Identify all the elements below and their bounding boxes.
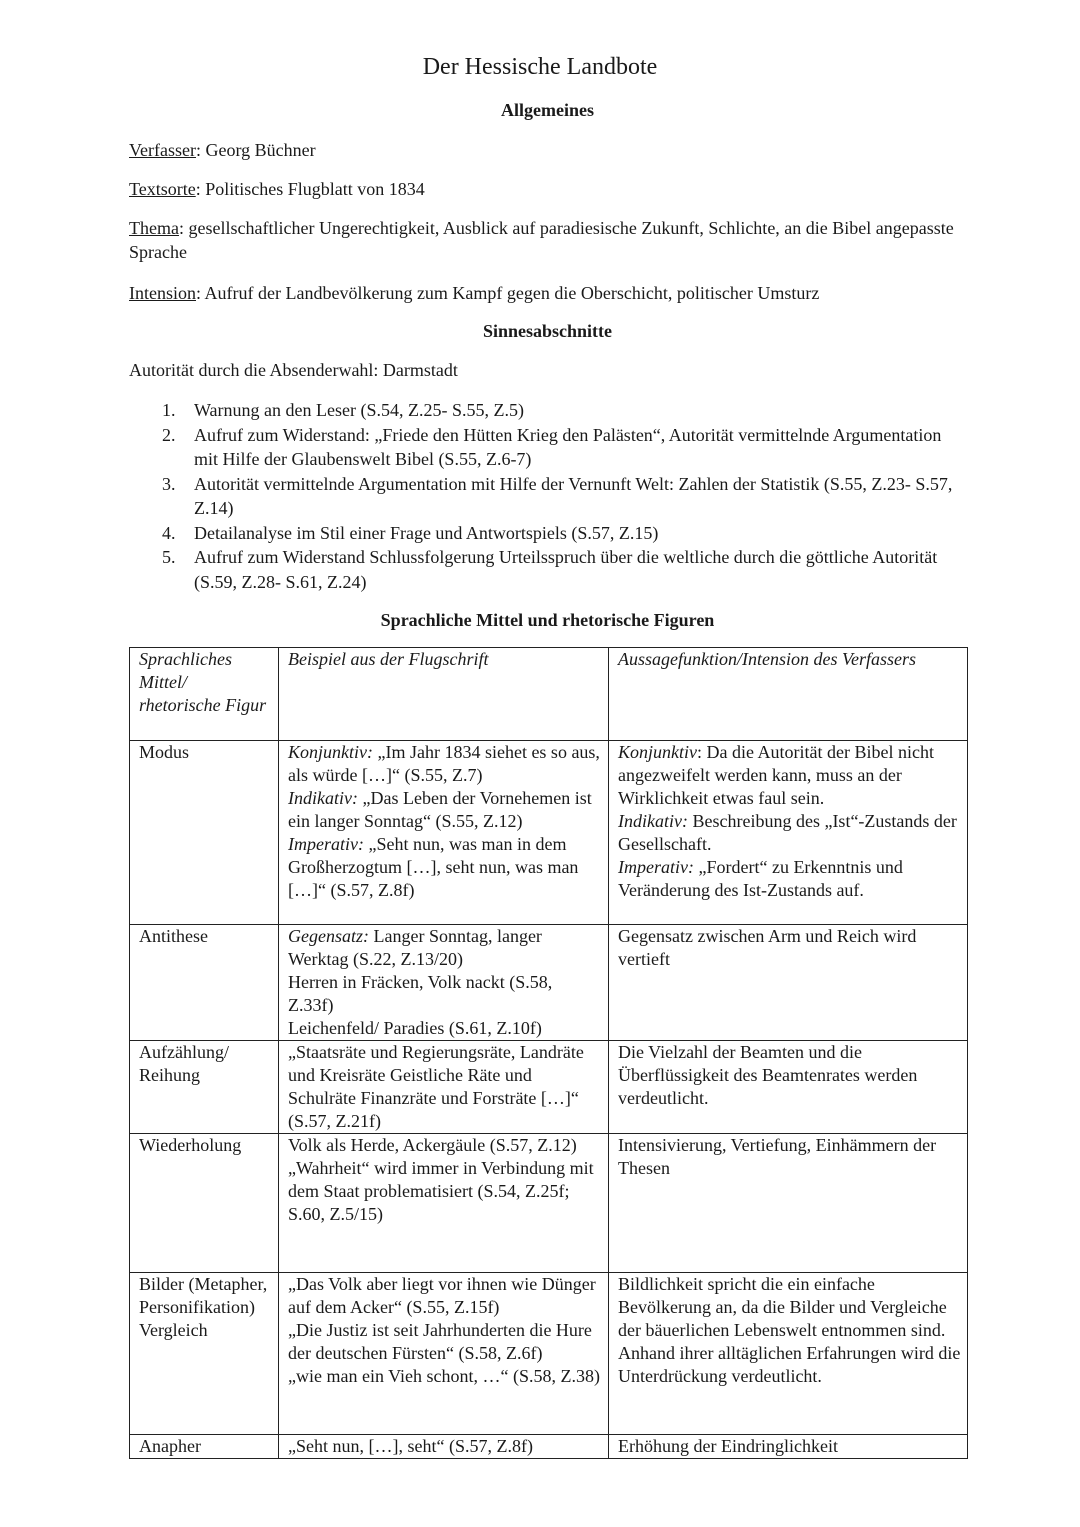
table-row (130, 925, 968, 1041)
example-line (288, 833, 602, 902)
contrast-label: Gegensatz: (288, 926, 369, 946)
function-text: : Da die Autorität der Bibel nicht angezweifelt werden kann, muss an der Wirklichkeit etwas faul sein. (618, 742, 934, 808)
example-line: „Das Volk aber liegt vor ihnen wie Dünger auf dem Acker“ (S.55, Z.15f) (288, 1274, 596, 1317)
example-text: „Seht nun, was man in dem Großherzogtum […], seht nun, was man […]“ (S.57, Z.8f) (288, 834, 579, 900)
heading-sections: Sinnesabschnitte (482, 321, 613, 341)
list-item-text: Aufruf zum Widerstand: „Friede den Hütten Krieg den Palästen“, Autorität vermittelnde Argumentation mit Hilfe der Glaubenswelt Bibel (S.55, Z.6-7) (194, 424, 942, 469)
sections-intro: Autorität durch die Absenderwahl: Darmstadt (129, 360, 458, 380)
device-cell: Antithese (130, 925, 279, 1041)
genre-line: Textsorte: Politisches Flugblatt von 1834 (129, 179, 425, 199)
list-item-number: 5. (162, 547, 176, 567)
list-item-text: Autorität vermittelnde Argumentation mit Hilfe der Vernunft Welt: Zahlen der Statistik (S.55, Z.23- S.57, Z.14) (194, 473, 953, 518)
device-cell: Modus (130, 741, 279, 925)
mood-label: Konjunktiv (618, 742, 697, 762)
function-cell: Bildlichkeit spricht die ein einfache Bevölkerung an, da die Bilder und Vergleiche der bäuerlichen Lebenswelt entnommen sind. Anhand ihrer alltäglichen Erfahrungen wird die Unterdrückung verdeutlicht. (609, 1273, 968, 1435)
function-cell: Intensivierung, Vertiefung, Einhämmern der Thesen (609, 1134, 968, 1273)
mood-label: Imperativ: (288, 834, 364, 854)
function-cell: Erhöhung der Eindringlichkeit (609, 1435, 968, 1459)
device-cell: Bilder (Metapher, Personifikation) Vergleich (130, 1273, 279, 1435)
mood-label: Imperativ: (618, 857, 694, 877)
list-item-number: 1. (162, 400, 176, 420)
function-cell: Die Vielzahl der Beamten und die Überflüssigkeit des Beamtenrates werden verdeutlicht. (609, 1041, 968, 1134)
author-value: Georg Büchner (205, 140, 316, 160)
theme-value: gesellschaftlicher Ungerechtigkeit, Ausblick auf paradiesische Zukunft, Schlichte, an die Bibel angepasste Sprache (129, 218, 954, 262)
mood-label: Konjunktiv: (288, 742, 373, 762)
author-label: Verfasser (129, 140, 196, 160)
device-cell: Aufzählung/ Reihung (130, 1041, 279, 1134)
document-title: Der Hessische Landbote (422, 54, 658, 80)
example-line: „Wahrheit“ wird immer in Verbindung mit dem Staat problematisiert (S.54, Z.25f; S.60, Z.5/15) (288, 1158, 594, 1224)
device-cell: Wiederholung (130, 1134, 279, 1273)
devices-table (129, 647, 968, 1459)
example-line: „wie man ein Vieh schont, …“ (S.58, Z.38) (288, 1366, 601, 1386)
list-item-text: Detailanalyse im Stil einer Frage und Antwortspiels (S.57, Z.15) (194, 522, 659, 543)
intention-label: Intension (129, 283, 196, 303)
mood-label: Indikativ: (288, 788, 358, 808)
function-line (618, 810, 961, 856)
author-line: Verfasser: Georg Büchner (129, 140, 316, 160)
device-cell: Anapher (130, 1435, 279, 1459)
theme-line: Thema: gesellschaftlicher Ungerechtigkeit, Ausblick auf paradiesische Zukunft, Schlichte, an die Bibel angepasste Sprache (129, 218, 954, 262)
heading-devices: Sprachliche Mittel und rhetorische Figuren (380, 610, 715, 630)
function-text: Beschreibung des „Ist“-Zustands der Gesellschaft. (618, 811, 957, 854)
example-line: Leichenfeld/ Paradies (S.61, Z.10f) (288, 1018, 542, 1038)
table-row (130, 1273, 968, 1435)
example-cell: „Staatsräte und Regierungsräte, Landräte und Kreisräte Geistliche Räte und Schulräte Finanzräte und Forsträte […]“ (S.57, Z.21f) (279, 1041, 609, 1134)
column-header-device: Sprachliches Mittel/ rhetorische Figur (130, 648, 279, 741)
table-row (130, 1435, 968, 1459)
example-text: Langer Sonntag, langer Werktag (S.22, Z.13/20) (288, 926, 542, 969)
example-cell: „Seht nun, […], seht“ (S.57, Z.8f) (279, 1435, 609, 1459)
example-line: Volk als Herde, Ackergäule (S.57, Z.12) (288, 1135, 577, 1155)
example-line (288, 787, 602, 833)
example-line (288, 925, 602, 971)
list-item (158, 472, 953, 521)
genre-label: Textsorte (129, 179, 196, 199)
function-text: „Fordert“ zu Erkenntnis und Veränderung des Ist-Zustands auf. (618, 857, 903, 900)
table-row (130, 1134, 968, 1273)
column-header-function: Aussagefunktion/Intension des Verfassers (609, 648, 968, 741)
table-row (130, 741, 968, 925)
list-item (158, 545, 953, 594)
intention-line: Intension: Aufruf der Landbevölkerung zum Kampf gegen die Oberschicht, politischer Umsturz (129, 283, 820, 303)
example-line: Herren in Fräcken, Volk nackt (S.58, Z.33f) (288, 972, 553, 1015)
function-line (618, 741, 961, 810)
list-item-number: 4. (162, 522, 176, 543)
list-item-text: Warnung an den Leser (S.54, Z.25- S.55, Z.5) (194, 400, 524, 420)
example-text: „Das Leben der Vornehemen ist ein langer Sonntag“ (S.55, Z.12) (288, 788, 592, 831)
theme-label: Thema (129, 218, 179, 238)
heading-general: Allgemeines (501, 100, 594, 120)
list-item (158, 423, 953, 472)
function-line (618, 856, 961, 902)
function-cell: Gegensatz zwischen Arm und Reich wird vertieft (609, 925, 968, 1041)
example-cell (279, 741, 609, 925)
example-line: „Die Justiz ist seit Jahrhunderten die Hure der deutschen Fürsten“ (S.58, Z.6f) (288, 1320, 592, 1363)
example-cell (279, 925, 609, 1041)
list-item (158, 398, 953, 423)
sections-list (158, 398, 953, 594)
genre-value: Politisches Flugblatt von 1834 (205, 179, 425, 199)
table-row (130, 1041, 968, 1134)
list-item-number: 3. (162, 473, 176, 494)
table-header-row (130, 648, 968, 741)
function-cell (609, 741, 968, 925)
list-item-text: Aufruf zum Widerstand Schlussfolgerung Urteilsspruch über die weltliche durch die göttliche Autorität (S.59, Z.28- S.61, Z.24) (194, 547, 938, 592)
intention-value: Aufruf der Landbevölkerung zum Kampf gegen die Oberschicht, politischer Umsturz (204, 283, 820, 303)
example-text: „Im Jahr 1834 siehet es so aus, als würde […]“ (S.55, Z.7) (288, 742, 600, 785)
example-cell (279, 1273, 609, 1435)
example-cell (279, 1134, 609, 1273)
mood-label: Indikativ: (618, 811, 688, 831)
list-item-number: 2. (162, 424, 176, 445)
example-line (288, 741, 602, 787)
column-header-example: Beispiel aus der Flugschrift (279, 648, 609, 741)
list-item (158, 521, 953, 546)
